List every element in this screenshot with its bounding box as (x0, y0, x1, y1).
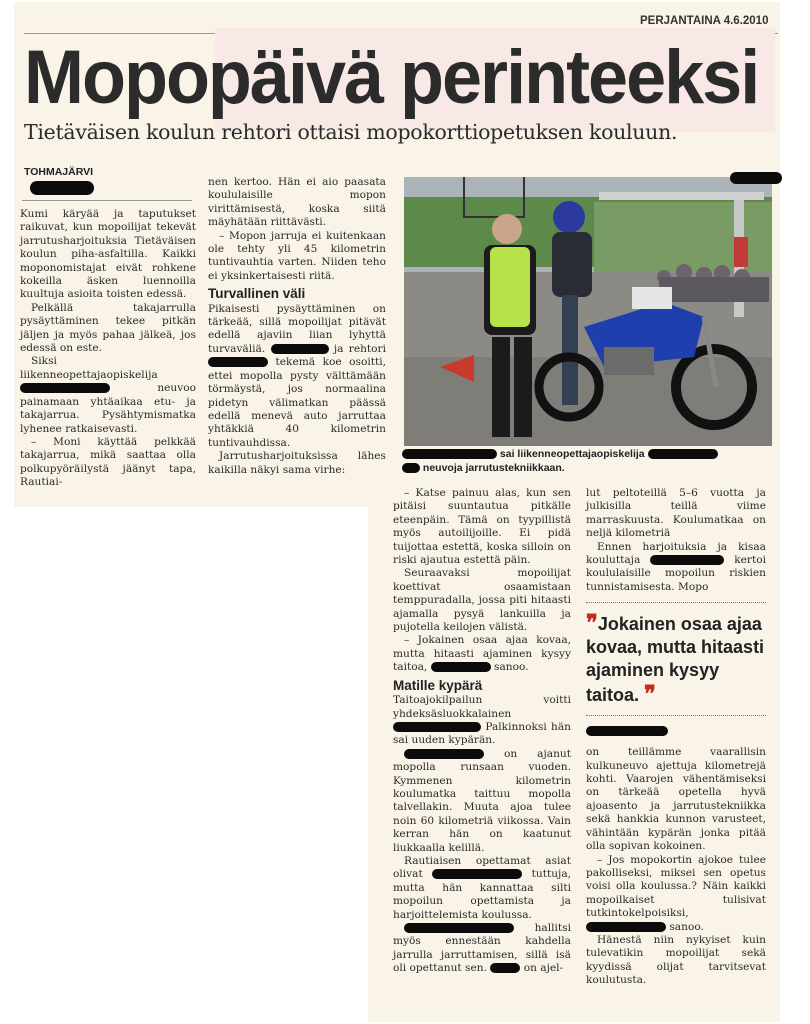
redaction (404, 923, 514, 933)
redaction (432, 869, 522, 879)
redaction (271, 344, 329, 354)
paragraph (586, 854, 766, 934)
redaction (404, 749, 484, 759)
redaction (208, 357, 268, 367)
text: sanoo. (494, 661, 529, 674)
column-4 (586, 487, 766, 988)
byline-place: TOHMAJÄRVI (24, 166, 94, 178)
paragraph: Jarrutusharjoituksissa lähes kaikilla näkyi sama virhe: (208, 450, 386, 476)
paragraph (393, 694, 571, 748)
redaction (650, 555, 724, 565)
redaction (586, 922, 666, 932)
text: tekemä koe osoitti, ettei mopolla pysty välttämään törmäystä, jos normaalina pidetyn välimatkan päässä edellä menevä auto jarruttaa yhtäkkiä 40 kilometrin tuntivauhdissa. (208, 356, 386, 449)
paragraph: Hänestä niin nykyiset kuin tulevatikin mopoilijat sekä kyydissä olijat tarvitsevat koulutusta. (586, 933, 766, 987)
text: sai liikenneopettajaopiskelija (499, 448, 645, 460)
text: tuttuja, mutta hän kannattaa silti mopoilun opettamista ja harjoittelemista koulussa. (393, 868, 572, 921)
caption-line-2 (402, 461, 774, 475)
caption-line-1 (402, 447, 774, 461)
redacted-corner (730, 172, 782, 184)
paragraph: – Katse painuu alas, kun sen pitäisi suuntautua pitkälle eteenpäin. Tämä on tyypillistä myös autoilijoille. Ei pidä tuijottaa estettä, koska silloin on riski ajautua estettä päin. (393, 487, 571, 567)
byline-rule (22, 200, 192, 201)
quote-close-icon: ❞ (644, 681, 656, 707)
text: hallitsi myös ennestään kahdella jarrulla jarruttamisen, sillä isä oli opettanut sen. (393, 922, 571, 975)
redaction (402, 463, 420, 473)
news-photo (404, 177, 772, 446)
paragraph (393, 634, 571, 674)
text: on ajanut mopolla runsaan vuoden. Kymmenen kilometrin koulumatka taittuu mopolla talvellakin. Muuta ajoa tulee noin 60 kilometriä viikossa. Vain kerran hän on kaatunut liukkaalla kelillä. (393, 747, 572, 854)
paragraph (393, 922, 571, 976)
subheadline: Tietäväisen koulun rehtori ottaisi mopokorttiopetuksen kouluun. (24, 120, 678, 144)
redaction (648, 449, 718, 459)
column-2 (208, 176, 386, 477)
quote-open-icon: ❞ (586, 610, 598, 636)
text: on ajel- (523, 962, 564, 975)
text: Taitoajokilpailun voitti yhdeksäsluokkalainen (393, 694, 571, 720)
text: Siksi liikenneopettajaopiskelija (20, 355, 158, 381)
photo-illustration (404, 177, 772, 446)
text: ja rehtori (333, 342, 386, 355)
text: neuvoja jarrutustekniikkaan. (422, 462, 565, 474)
redaction (20, 383, 110, 393)
text: Palkinnoksi hän sai uuden kypärän. (393, 720, 572, 747)
redaction (393, 722, 481, 732)
column-1 (20, 208, 196, 490)
text: Rautiaisen opettamat asiat olivat (393, 854, 571, 881)
paragraph (20, 355, 196, 435)
paragraph: on teillämme vaarallisin kulkuneuvo ajettuja kilometrejä kohti. Vaarojen vähentämiseksi on tärkeää opetella hyvä ajoasento ja jarrutustekniikka sekä hankkia kunnon varusteet, vähintään kypärän jonka pitää olla sopivan kokoinen. (586, 746, 766, 853)
redaction (431, 662, 491, 672)
section-subhead: Turvallinen väli (208, 286, 306, 302)
paragraph: lut peltoteillä 5–6 vuotta ja julkisilla teillä viime marraskuusta. Koulumatkaa on neljä kilometriä (586, 487, 766, 540)
paragraph: Kumi käryää ja taputukset raikuvat, kun mopoilijat tekevät jarrutusharjoituksia Tietäväisen koulun piha-asfaltilla. Kaikki moponomistajat eivät rohkene kokeilla äsken luennoilla kuultuja asioita toisten edessä. (20, 208, 196, 301)
text: sanoo. (669, 920, 704, 933)
paragraph: Seuraavaksi mopoilijat koettivat osaamistaan temppuradalla, jossa piti hitaasti ajamalla pysyä lankuilla ja pujotella keilojen välistä. (393, 567, 571, 634)
column-3 (393, 487, 571, 976)
text: – Jokainen osaa ajaa kovaa, mutta hitaasti ajaminen kysyy taitoa, (393, 634, 571, 674)
paragraph: nen kertoo. Hän ei aio paasata koululaisille mopon virittämisestä, koska siitä mäyhätään riittävästi. (208, 176, 386, 229)
redaction (490, 963, 520, 973)
paragraph: – Moni käyttää pelkkää takajarrua, mikä saattaa olla polkupyöräilystä jäänyt tapa, Rautiai- (20, 435, 196, 489)
text: Pikaisesti pysäyttäminen on tärkeää, sillä mopoilijat pitävät edellä ajaviin liian lyhyttä turvaväliä. (208, 302, 386, 355)
text: Ennen harjoituksia ja kisaa kouluttaja (586, 540, 766, 567)
redaction (402, 449, 497, 459)
paragraph (208, 303, 386, 450)
quote-text: Jokainen osaa ajaa kovaa, mutta hitaasti ajaminen kysyy taitoa. (586, 614, 765, 706)
photo-caption (402, 447, 774, 475)
paragraph (586, 541, 766, 595)
redaction (586, 726, 668, 736)
section-subhead: Matille kypärä (393, 677, 483, 693)
paragraph: Pelkällä takajarrulla pysäyttäminen tekee pitkän jäljen ja myös pahaa jälkeä, jos edessä on este. (20, 301, 196, 355)
issue-date: PERJANTAINA 4.6.2010 (640, 15, 769, 27)
text: neuvoo painamaan yhtäaikaa etu- ja takajarrua. Pysähtymismatka lyhenee ratkaisevasti. (20, 382, 196, 435)
pull-quote (586, 602, 766, 716)
paragraph (393, 748, 571, 855)
paragraph: – Mopon jarruja ei kuitenkaan ole tehty yli 45 kilometrin tuntivauhtia varten. Niiden teho ei yksinkertaisesti riitä. (208, 229, 386, 282)
headline: Mopopäivä perinteeksi (24, 35, 759, 121)
paragraph (393, 855, 571, 922)
redacted-author (30, 181, 94, 195)
text: kertoi koululaisille mopoilun riskien tunnistamisesta. Mopo (586, 554, 767, 593)
text: – Jos mopokortin ajokoe tulee pakolliseksi, miksei sen opetus voisi olla koulussa.? Näin kaikki mopoilkaiset tulisivat tutkintokelpoisiksi, (586, 853, 766, 920)
